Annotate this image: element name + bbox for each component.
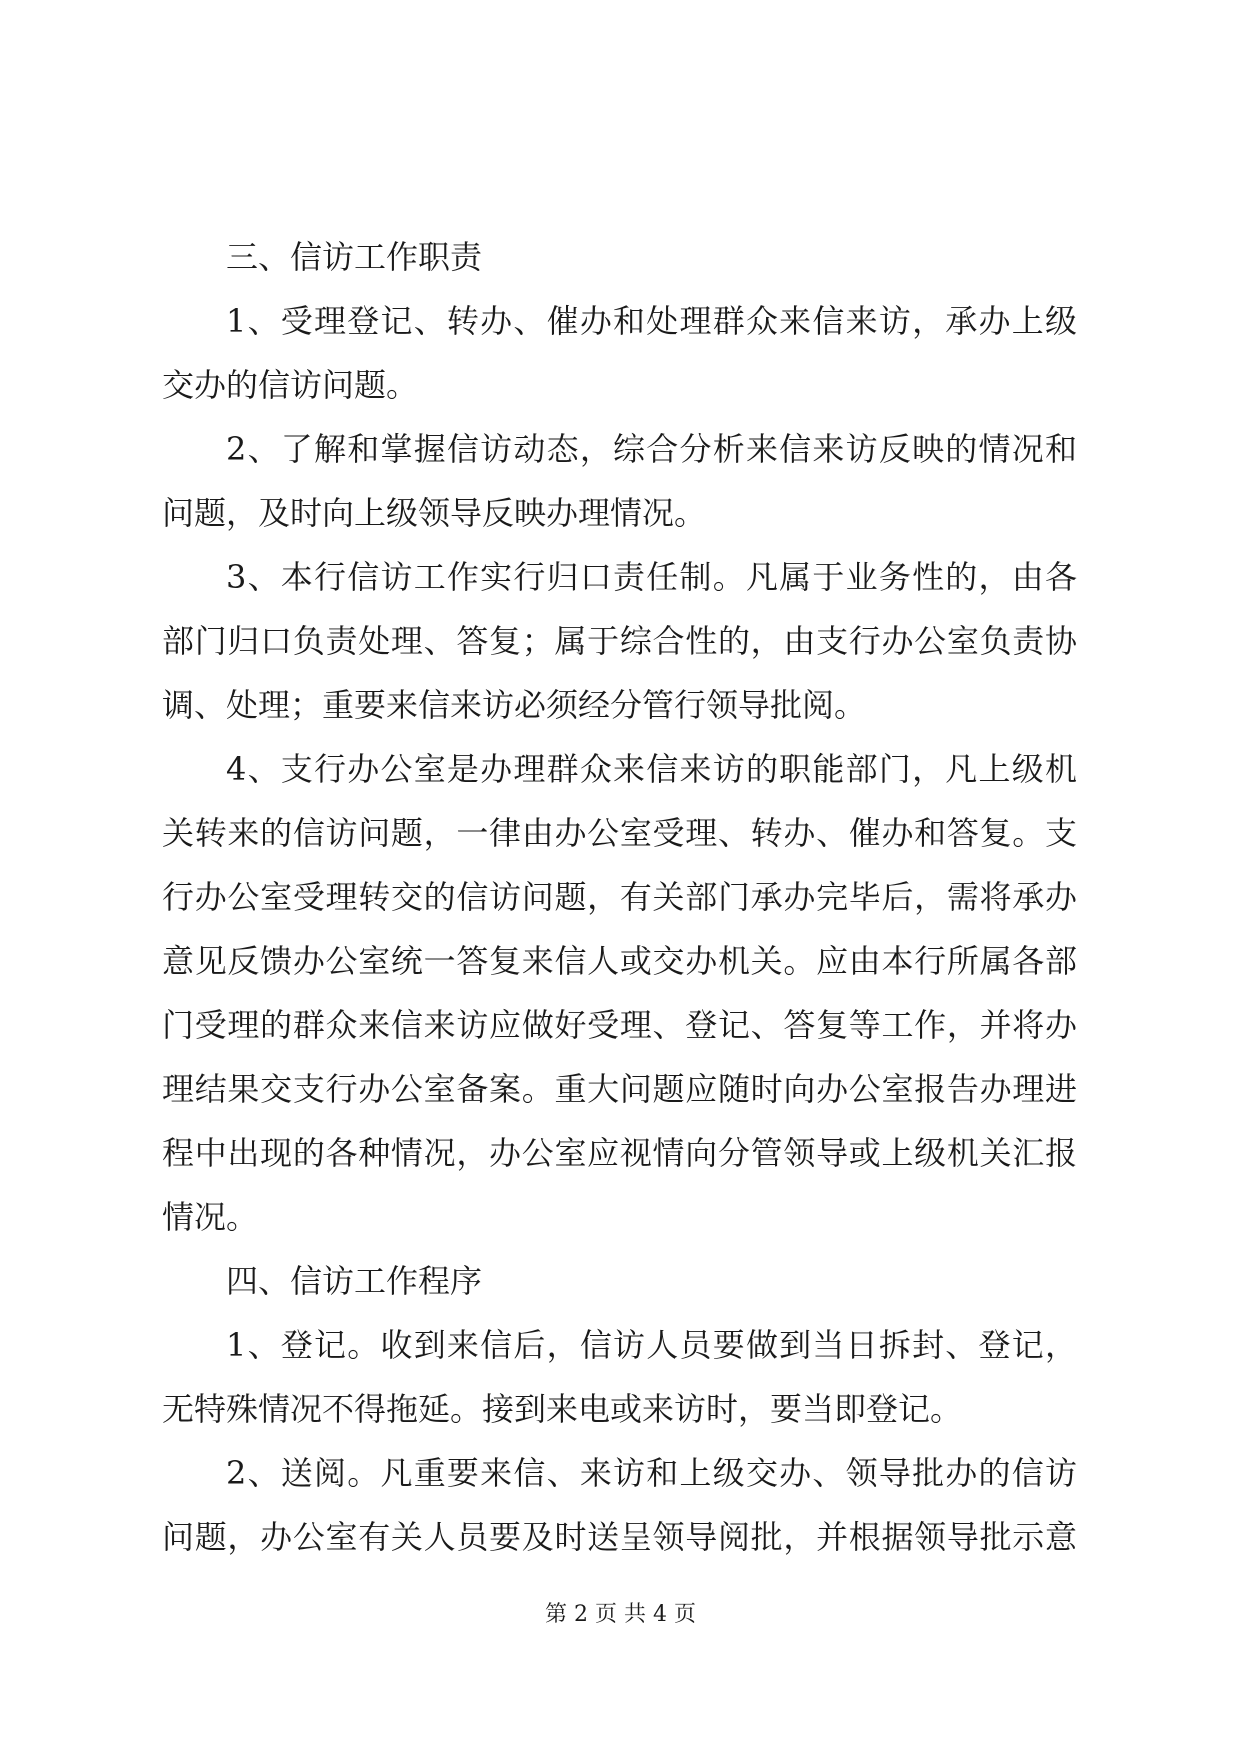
document-body <box>162 225 1077 1569</box>
section-heading: 四、信访工作程序 <box>226 1262 483 1300</box>
paragraph-line: 2、了解和掌握信访动态，综合分析来信来访反映的情况和 <box>226 430 1077 468</box>
paragraph-line: 1、受理登记、转办、催办和处理群众来信来访，承办上级 <box>226 302 1077 340</box>
paragraph-line: 关转来的信访问题，一律由办公室受理、转办、催办和答复。支 <box>162 814 1077 852</box>
paragraph-line: 行办公室受理转交的信访问题，有关部门承办完毕后，需将承办 <box>162 878 1077 916</box>
paragraph-line: 意见反馈办公室统一答复来信人或交办机关。应由本行所属各部 <box>162 942 1077 980</box>
paragraph-line: 4、支行办公室是办理群众来信来访的职能部门，凡上级机 <box>226 750 1077 788</box>
paragraph-line: 门受理的群众来信来访应做好受理、登记、答复等工作，并将办 <box>162 1006 1077 1044</box>
paragraph-line: 程中出现的各种情况，办公室应视情向分管领导或上级机关汇报 <box>162 1134 1077 1172</box>
paragraph-line: 交办的信访问题。 <box>162 366 419 404</box>
section-heading: 三、信访工作职责 <box>226 238 483 276</box>
paragraph-line: 2、送阅。凡重要来信、来访和上级交办、领导批办的信访 <box>226 1454 1077 1492</box>
paragraph-line: 问题，办公室有关人员要及时送呈领导阅批，并根据领导批示意 <box>162 1518 1077 1556</box>
paragraph-line: 调、处理；重要来信来访必须经分管行领导批阅。 <box>162 686 867 724</box>
paragraph-line: 理结果交支行办公室备案。重大问题应随时向办公室报告办理进 <box>162 1070 1077 1108</box>
paragraph-line: 3、本行信访工作实行归口责任制。凡属于业务性的，由各 <box>226 558 1077 596</box>
paragraph-line: 问题，及时向上级领导反映办理情况。 <box>162 494 707 532</box>
page-number-footer: 第 2 页 共 4 页 <box>545 1602 696 1627</box>
paragraph-line: 情况。 <box>162 1198 259 1236</box>
paragraph-line: 无特殊情况不得拖延。接到来电或来访时，要当即登记。 <box>162 1390 963 1428</box>
paragraph-line: 1、登记。收到来信后，信访人员要做到当日拆封、登记， <box>226 1326 1077 1364</box>
paragraph-line: 部门归口负责处理、答复；属于综合性的，由支行办公室负责协 <box>162 622 1077 660</box>
